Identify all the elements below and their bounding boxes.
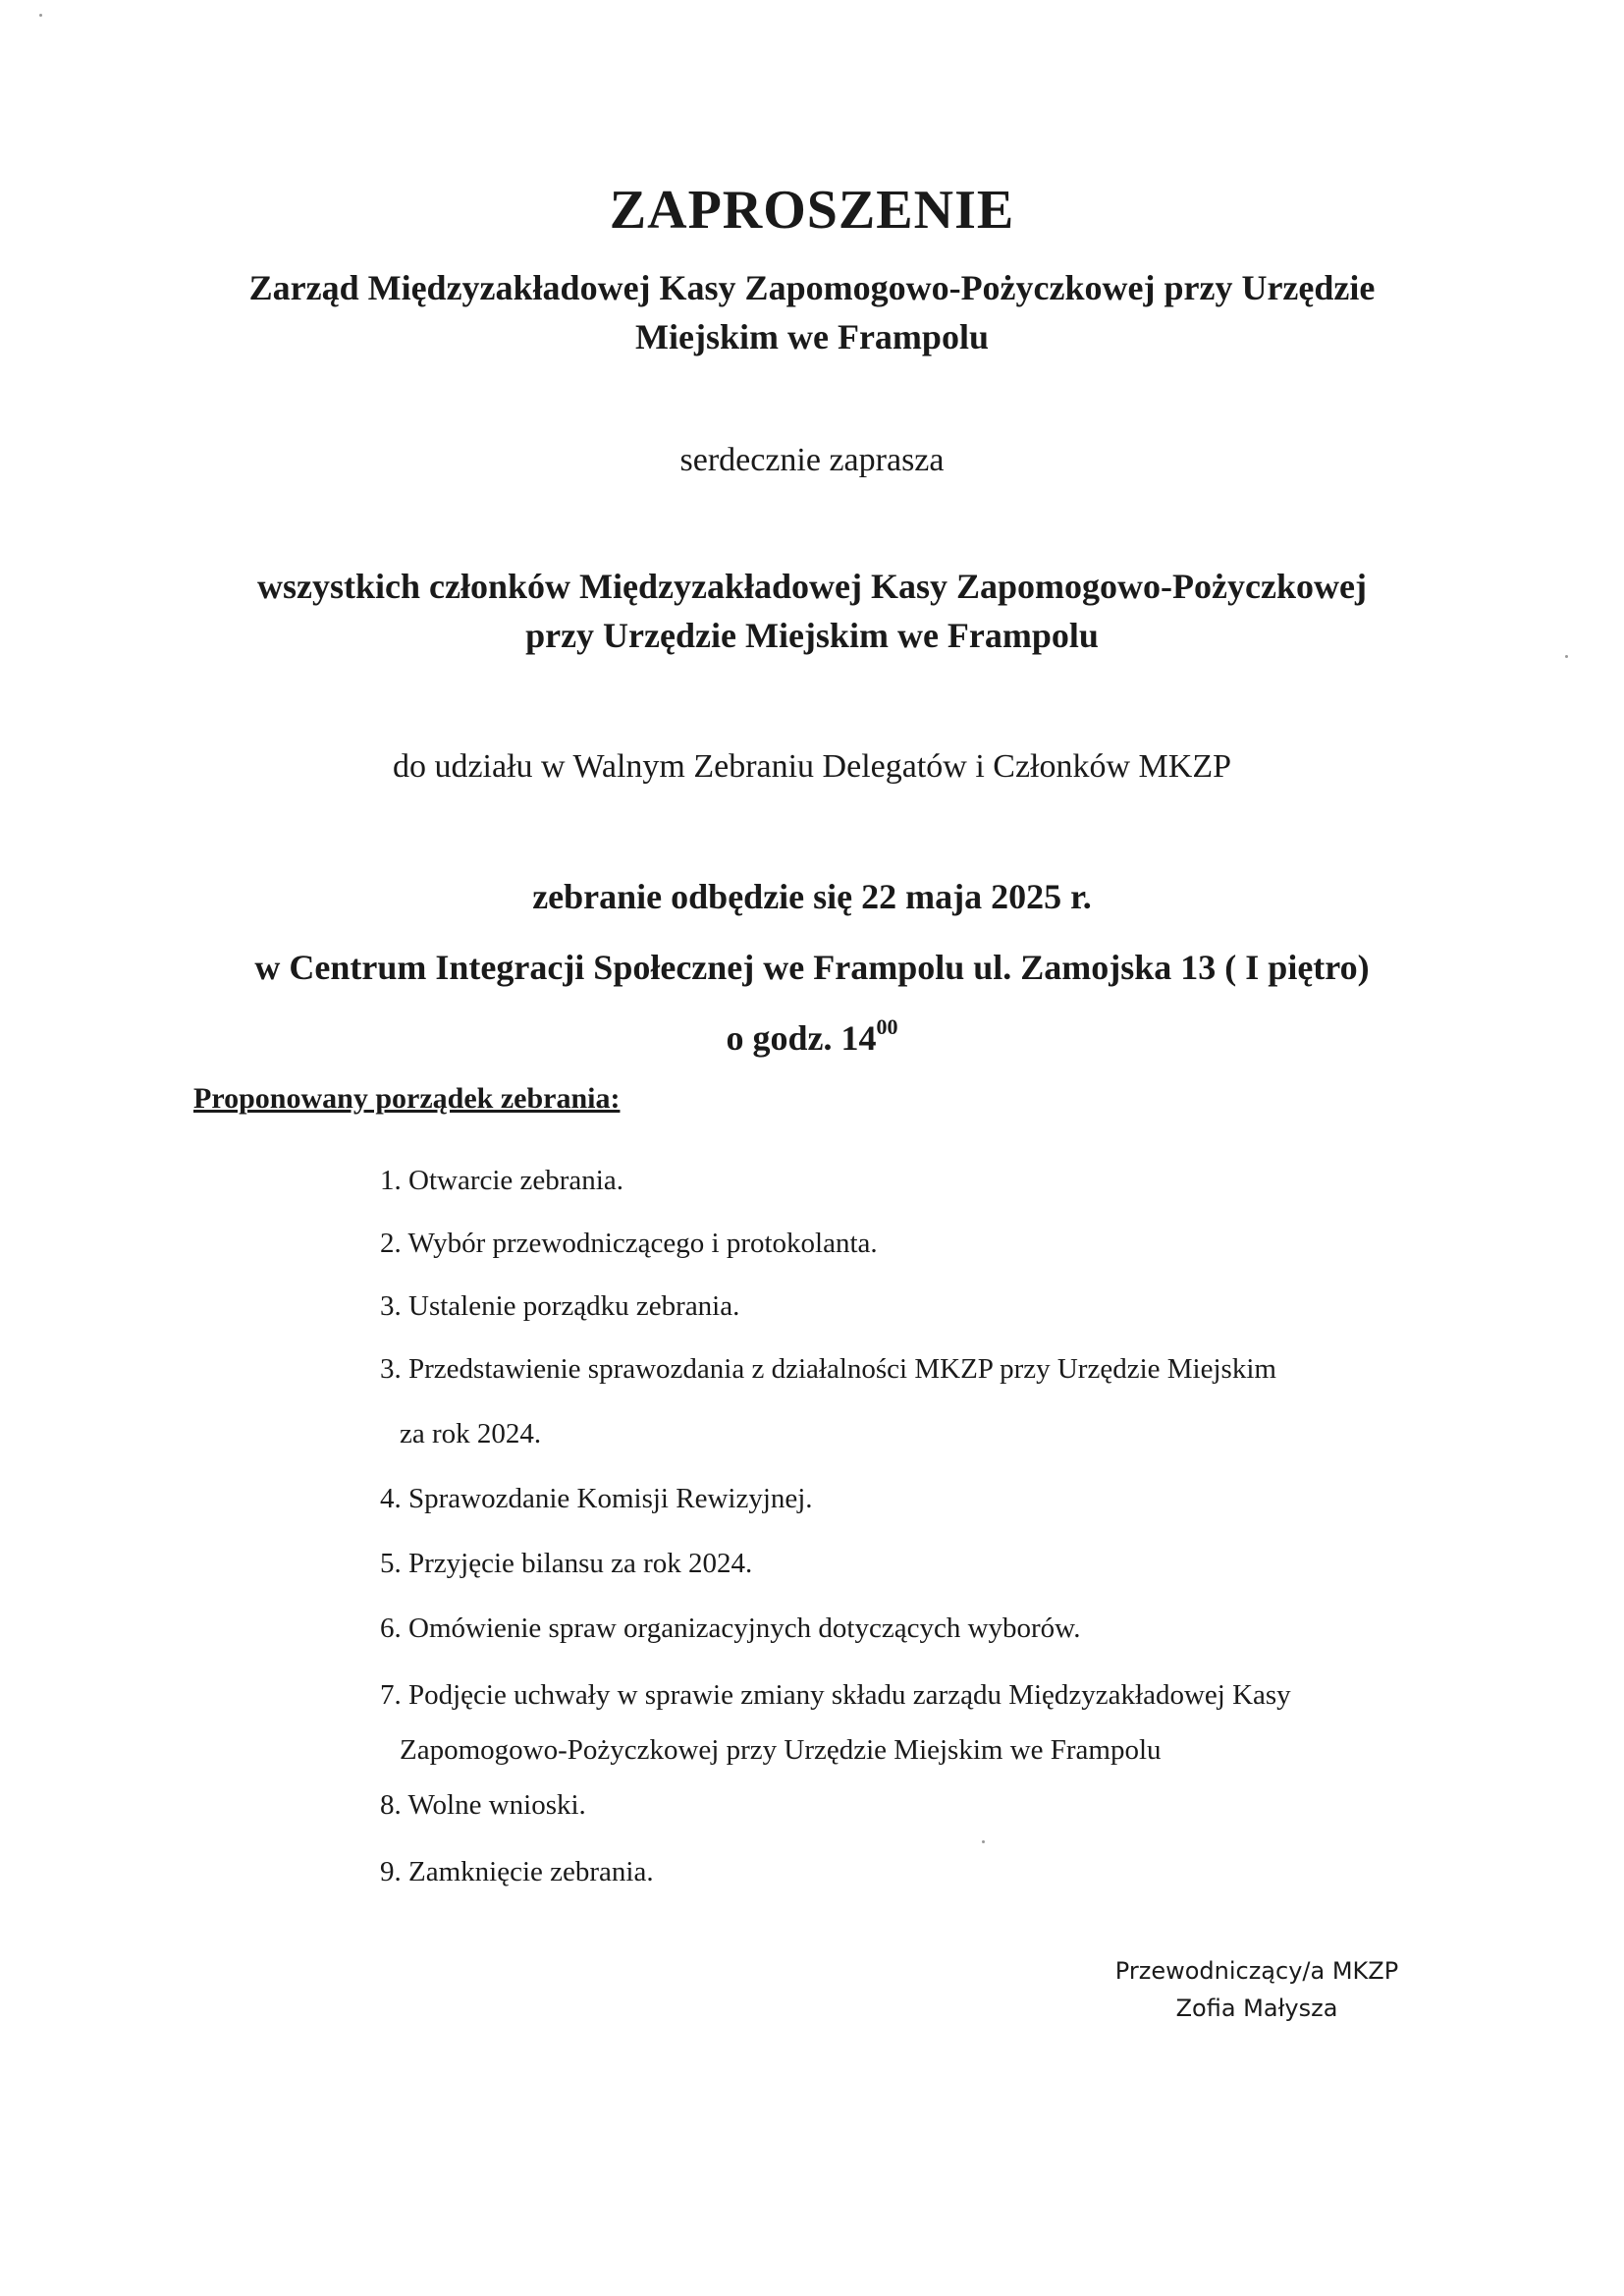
agenda-item: 4. Sprawozdanie Komisji Rewizyjnej.	[380, 1483, 813, 1514]
agenda-item: 3. Przedstawienie sprawozdania z działalności MKZP przy Urzędzie Miejskim	[380, 1353, 1276, 1385]
scan-speck	[1565, 655, 1568, 658]
members-line-2: przy Urzędzie Miejskim we Frampolu	[525, 616, 1099, 655]
meeting-time-minutes: 00	[876, 1014, 898, 1039]
agenda-item: 1. Otwarcie zebrania.	[380, 1165, 623, 1196]
scan-speck	[39, 14, 42, 17]
agenda-item: 9. Zamknięcie zebrania.	[380, 1856, 654, 1887]
agenda-item: 3. Ustalenie porządku zebrania.	[380, 1290, 740, 1322]
agenda-item: 7. Podjęcie uchwały w sprawie zmiany składu zarządu Międzyzakładowej Kasy	[380, 1679, 1291, 1711]
invites-text: serdecznie zaprasza	[679, 442, 945, 478]
organizer-line-2: Miejskim we Frampolu	[635, 317, 989, 356]
agenda-item: 2. Wybór przewodniczącego i protokolanta.	[380, 1228, 878, 1259]
meeting-place: w Centrum Integracji Społecznej we Frampolu ul. Zamojska 13 ( I piętro)	[254, 948, 1370, 987]
organizer-line-1: Zarząd Międzyzakładowej Kasy Zapomogowo-Pożyczkowej przy Urzędzie	[248, 268, 1376, 307]
members-line-1: wszystkich członków Międzyzakładowej Kasy Zapomogowo-Pożyczkowej	[257, 567, 1367, 606]
scan-speck	[982, 1840, 985, 1843]
signature-name: Zofia Małysza	[1175, 1995, 1338, 2022]
agenda-item-continuation: Zapomogowo-Pożyczkowej przy Urzędzie Miejskim we Frampolu	[400, 1734, 1162, 1766]
meeting-purpose: do udziału w Walnym Zebraniu Delegatów i Członków MKZP	[392, 748, 1232, 785]
signature-role: Przewodniczący/a MKZP	[1114, 1957, 1399, 1985]
meeting-time	[0, 1014, 1624, 1059]
agenda-item-continuation: za rok 2024.	[400, 1418, 542, 1449]
meeting-time-hour: o godz. 14	[726, 1018, 877, 1058]
agenda-item: 8. Wolne wnioski.	[380, 1789, 586, 1821]
agenda-item: 6. Omówienie spraw organizacyjnych dotyczących wyborów.	[380, 1613, 1081, 1644]
agenda-heading: Proponowany porządek zebrania:	[193, 1082, 621, 1115]
document-title: ZAPROSZENIE	[609, 180, 1015, 241]
agenda-item: 5. Przyjęcie bilansu za rok 2024.	[380, 1548, 753, 1579]
meeting-date: zebranie odbędzie się 22 maja 2025 r.	[532, 877, 1092, 916]
